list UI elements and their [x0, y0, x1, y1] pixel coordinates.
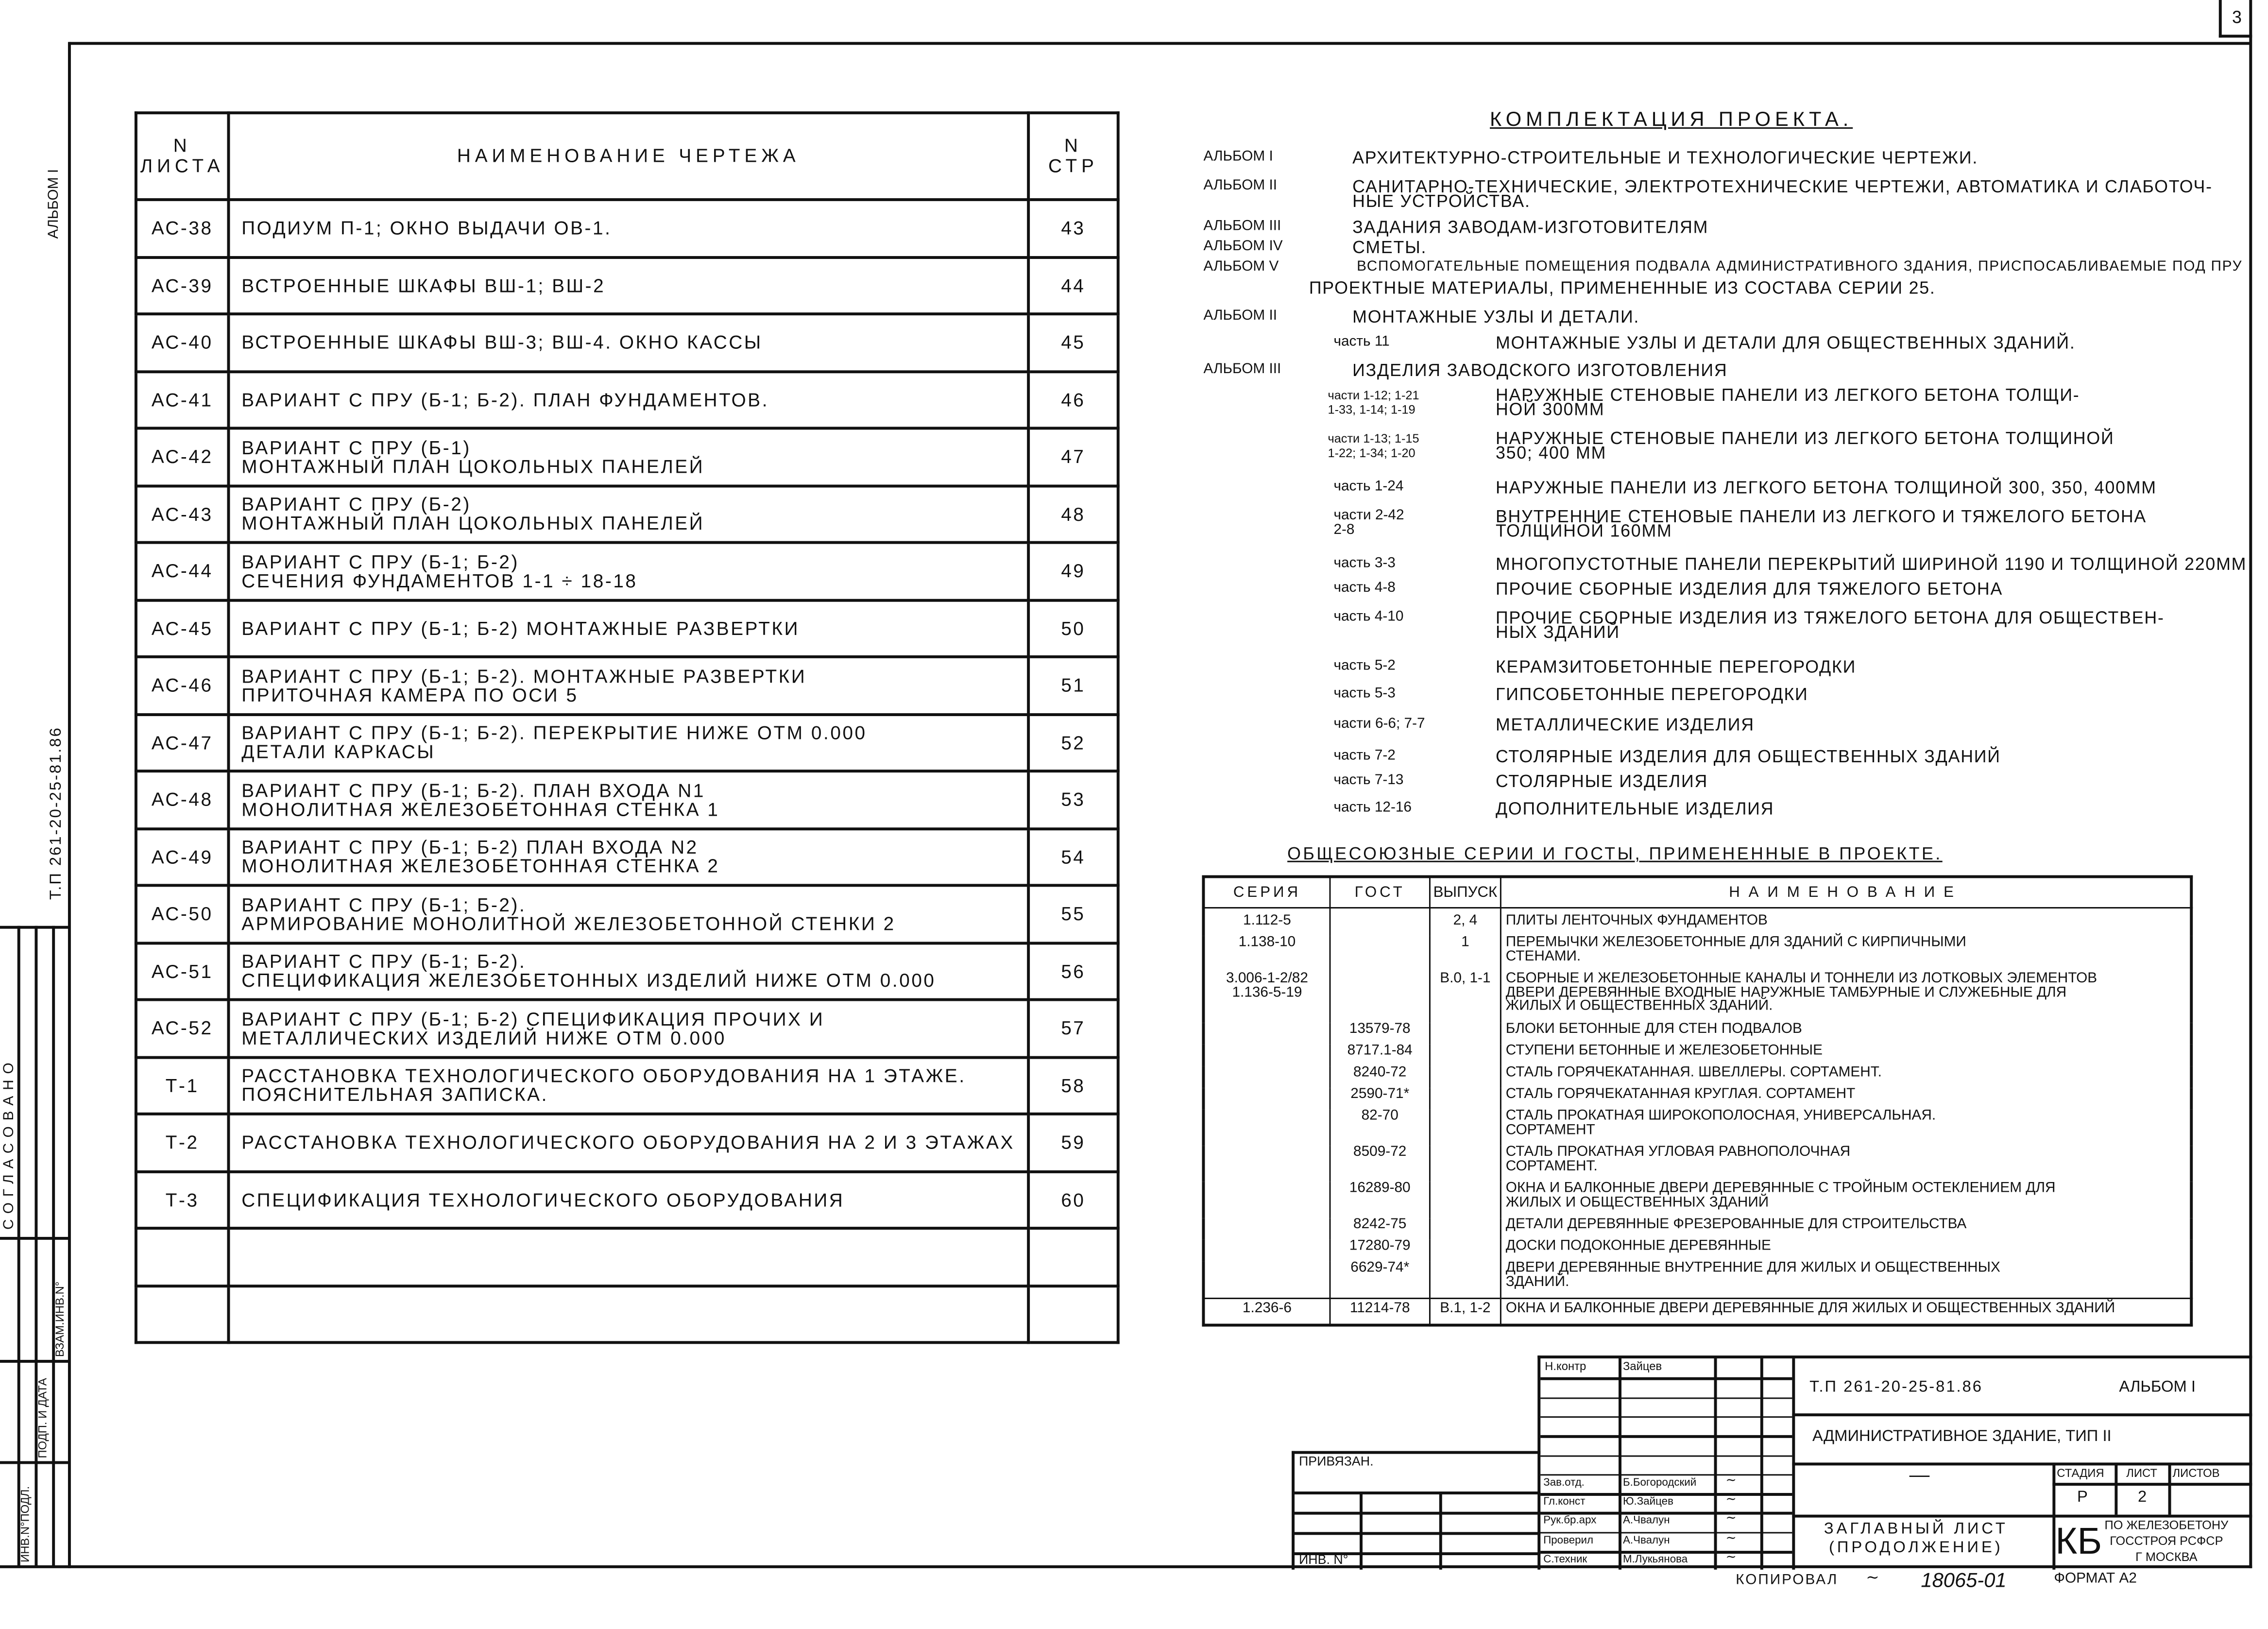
header-issue: ВЫПУСК — [1430, 876, 1501, 908]
signature: ~ — [1725, 1551, 1737, 1565]
table-row — [136, 943, 1118, 1000]
series-gost-cell: 6629-74* — [1330, 1262, 1430, 1299]
series-name-cell: БЛОКИ БЕТОННЫЕ ДЛЯ СТЕН ПОДВАЛОВ — [1501, 1023, 2191, 1045]
n-kontr-role: Н.контр — [1545, 1360, 1586, 1373]
table-row — [136, 257, 1118, 314]
project-set-title: КОМПЛЕКТАЦИЯ ПРОЕКТА. — [1490, 107, 1853, 130]
signatory-name: М.Лукьянова — [1622, 1552, 1688, 1565]
table-row — [1203, 1262, 2191, 1299]
table-row — [1203, 1066, 2191, 1088]
project-set-text: СТОЛЯРНЫЕ ИЗДЕЛИЯ ДЛЯ ОБЩЕСТВЕННЫХ ЗДАНИЙ — [1495, 746, 2001, 767]
project-set-text: ДОПОЛНИТЕЛЬНЫЕ ИЗДЕЛИЯ — [1495, 798, 1774, 819]
series-issue-cell — [1430, 1182, 1501, 1218]
signatory-name: А.Чвалун — [1622, 1513, 1670, 1527]
sheet-number-cell: АС-38 — [136, 200, 229, 257]
table-row — [136, 543, 1118, 600]
series-gost-cell — [1330, 936, 1430, 972]
table-row — [136, 885, 1118, 943]
sheet-number-cell: АС-40 — [136, 314, 229, 371]
sheet-number-cell: АС-39 — [136, 257, 229, 314]
drawing-name-cell — [228, 1286, 1028, 1343]
grid-line — [1540, 1416, 1792, 1418]
sheet-number-cell: АС-51 — [136, 943, 229, 1000]
series-name-cell: ПЕРЕМЫЧКИ ЖЕЛЕЗОБЕТОННЫЕ ДЛЯ ЗДАНИЙ С КИРПИЧНЫМИ СТЕНАМИ. — [1501, 936, 2191, 972]
sheet-number-cell: АС-46 — [136, 657, 229, 714]
binding-block — [1292, 1451, 1540, 1570]
table-row — [1203, 936, 2191, 972]
table-row — [136, 657, 1118, 714]
table-row — [136, 1228, 1118, 1286]
header-drawing-name: НАИМЕНОВАНИЕ ЧЕРТЕЖА — [228, 113, 1028, 200]
sheet-number-cell: АС-52 — [136, 1000, 229, 1057]
series-issue-cell: 1 — [1430, 936, 1501, 972]
project-set-text: МОНТАЖНЫЕ УЗЛЫ И ДЕТАЛИ ДЛЯ ОБЩЕСТВЕННЫХ ЗДАНИЙ. — [1495, 332, 2076, 353]
page-number-cell: 52 — [1028, 714, 1118, 771]
project-set-text: САНИТАРНО-ТЕХНИЧЕСКИЕ, ЭЛЕКТРОТЕХНИЧЕСКИЕ ЧЕРТЕЖИ, АВТОМАТИКА И СЛАБОТОЧ- НЫЕ УСТРОЙСТВА. — [1352, 176, 2213, 211]
page-number-cell: 51 — [1028, 657, 1118, 714]
project-set-label: АЛЬБОМ V — [1203, 259, 1279, 275]
drawing-name-cell: РАССТАНОВКА ТЕХНОЛОГИЧЕСКОГО ОБОРУДОВАНИЯ НА 2 И 3 ЭТАЖАХ — [228, 1114, 1028, 1171]
table-row — [136, 600, 1118, 657]
sheet-number-cell: АС-42 — [136, 428, 229, 485]
series-gost-cell: 82-70 — [1330, 1110, 1430, 1146]
project-set-text: СТОЛЯРНЫЕ ИЗДЕЛИЯ — [1495, 771, 1708, 791]
series-name-cell: СТУПЕНИ БЕТОННЫЕ И ЖЕЛЕЗОБЕТОННЫЕ — [1501, 1045, 2191, 1066]
project-set-label: часть 7-13 — [1333, 772, 1404, 789]
drawing-name-cell — [228, 1228, 1028, 1286]
project-set-label: АЛЬБОМ II — [1203, 178, 1278, 194]
series-issue-cell: 2, 4 — [1430, 908, 1501, 936]
drawing-name-cell: ВАРИАНТ С ПРУ (Б-1) МОНТАЖНЫЙ ПЛАН ЦОКОЛЬНЫХ ПАНЕЛЕЙ — [228, 428, 1028, 485]
table-row — [136, 714, 1118, 771]
drawing-name-cell: ВСТРОЕННЫЕ ШКАФЫ ВШ-1; ВШ-2 — [228, 257, 1028, 314]
sheet-number-cell: АС-50 — [136, 885, 229, 943]
series-name-cell: ПЛИТЫ ЛЕНТОЧНЫХ ФУНДАМЕНТОВ — [1501, 908, 2191, 936]
header-gost: ГОСТ — [1330, 876, 1430, 908]
series-gost-cell: 8240-72 — [1330, 1066, 1430, 1088]
sheet-number: 3 — [2232, 7, 2242, 28]
page-number-cell — [1028, 1228, 1118, 1286]
margin-album: АЛЬБОМ I — [46, 169, 63, 239]
series-issue-cell — [1430, 1218, 1501, 1240]
page-number-cell: 43 — [1028, 200, 1118, 257]
table-row — [136, 1000, 1118, 1057]
table-row — [136, 1286, 1118, 1343]
inventory-label: ИНВ. N° — [1298, 1552, 1348, 1567]
page-number-cell: 44 — [1028, 257, 1118, 314]
title-doc-code: Т.П 261-20-25-81.86 — [1809, 1378, 1983, 1396]
grid-line — [1540, 1378, 1792, 1380]
table-row — [1203, 908, 2191, 936]
sheet-number-cell: АС-41 — [136, 371, 229, 429]
project-set-label: часть 12-16 — [1333, 800, 1412, 816]
drawing-name-cell: ВАРИАНТ С ПРУ (Б-2) МОНТАЖНЫЙ ПЛАН ЦОКОЛЬНЫХ ПАНЕЛЕЙ — [228, 485, 1028, 543]
signature: ~ — [1725, 1531, 1737, 1546]
copier-signature: ~ — [1866, 1568, 1879, 1587]
stage-label: СТАДИЯ — [2057, 1467, 2104, 1480]
drawing-name-cell: ВАРИАНТ С ПРУ (Б-1; Б-2). МОНТАЖНЫЕ РАЗВЕРТКИ ПРИТОЧНАЯ КАМЕРА ПО ОСИ 5 — [228, 657, 1028, 714]
project-set-text: АРХИТЕКТУРНО-СТРОИТЕЛЬНЫЕ И ТЕХНОЛОГИЧЕСКИЕ ЧЕРТЕЖИ. — [1352, 147, 1978, 168]
project-set-label: части 2-42 2-8 — [1333, 508, 1404, 538]
table-row — [136, 771, 1118, 828]
sheet-number-cell: АС-49 — [136, 828, 229, 886]
project-set-label: часть 11 — [1333, 334, 1390, 350]
drawings-table — [135, 111, 1120, 1344]
project-set-text: МНОГОПУСТОТНЫЕ ПАНЕЛИ ПЕРЕКРЫТИЙ ШИРИНОЙ 1190 И ТОЛЩИНОЙ 220ММ — [1495, 554, 2247, 575]
table-row — [1203, 1088, 2191, 1110]
drawing-name-cell: СПЕЦИФИКАЦИЯ ТЕХНОЛОГИЧЕСКОГО ОБОРУДОВАНИЯ — [228, 1171, 1028, 1228]
drawing-name-cell: ВАРИАНТ С ПРУ (Б-1; Б-2) ПЛАН ВХОДА N2 МОНОЛИТНАЯ ЖЕЛЕЗОБЕТОННАЯ СТЕНКА 2 — [228, 828, 1028, 886]
page-number-cell: 50 — [1028, 600, 1118, 657]
series-name-cell: ДВЕРИ ДЕРЕВЯННЫЕ ВНУТРЕННИЕ ДЛЯ ЖИЛЫХ И ОБЩЕСТВЕННЫХ ЗДАНИЙ. — [1501, 1262, 2191, 1299]
page-number-cell: 55 — [1028, 885, 1118, 943]
project-set-label: АЛЬБОМ IV — [1203, 239, 1283, 255]
series-series-cell: 3.006-1-2/82 1.136-5-19 — [1203, 972, 1330, 1023]
sheet-format: ФОРМАТ А2 — [2054, 1571, 2137, 1587]
series-name-cell: СТАЛЬ ПРОКАТНАЯ ШИРОКОПОЛОСНАЯ, УНИВЕРСАЛЬНАЯ. СОРТАМЕНТ — [1501, 1110, 2191, 1146]
project-set-text: ПРОЕКТНЫЕ МАТЕРИАЛЫ, ПРИМЕНЕННЫЕ ИЗ СОСТАВА СЕРИИ 25. — [1309, 277, 1936, 298]
drawing-name-cell: ВАРИАНТ С ПРУ (Б-1; Б-2). ПЕРЕКРЫТИЕ НИЖЕ ОТМ 0.000 ДЕТАЛИ КАРКАСЫ — [228, 714, 1028, 771]
series-gost-cell — [1330, 908, 1430, 936]
series-name-cell: ОКНА И БАЛКОННЫЕ ДВЕРИ ДЕРЕВЯННЫЕ ДЛЯ ЖИЛЫХ И ОБЩЕСТВЕННЫХ ЗДАНИЙ — [1501, 1298, 2191, 1325]
table-row — [1203, 1045, 2191, 1066]
n-kontr-name: Зайцев — [1622, 1360, 1662, 1373]
sheet-number-cell: Т-2 — [136, 1114, 229, 1171]
stamp-signature-date: ПОДП. И ДАТА — [36, 1378, 50, 1458]
series-series-cell — [1203, 1110, 1330, 1146]
signatory-name: Ю.Зайцев — [1622, 1494, 1673, 1508]
page-number-cell: 48 — [1028, 485, 1118, 543]
project-set-label: часть 7-2 — [1333, 748, 1396, 764]
drawings-table-header — [136, 113, 1118, 200]
drawing-name-cell: ВАРИАНТ С ПРУ (Б-1; Б-2). ПЛАН ФУНДАМЕНТОВ. — [228, 371, 1028, 429]
signatory-role: Рук.бр.арх — [1543, 1513, 1597, 1527]
project-set-text: НАРУЖНЫЕ СТЕНОВЫЕ ПАНЕЛИ ИЗ ЛЕГКОГО БЕТОНА ТОЛЩИНОЙ 350; 400 ММ — [1495, 428, 2115, 463]
series-series-cell: 1.112-5 — [1203, 908, 1330, 936]
series-series-cell — [1203, 1088, 1330, 1110]
series-series-cell — [1203, 1262, 1330, 1299]
drawing-name-cell: ВАРИАНТ С ПРУ (Б-1; Б-2). АРМИРОВАНИЕ МОНОЛИТНОЙ ЖЕЛЕЗОБЕТОННОЙ СТЕНКИ 2 — [228, 885, 1028, 943]
project-set-label: АЛЬБОМ III — [1203, 361, 1281, 378]
sheet-number-cell: АС-44 — [136, 543, 229, 600]
table-row — [1203, 1218, 2191, 1240]
signatory-role: Зав.отд. — [1543, 1475, 1585, 1489]
table-row — [1203, 1146, 2191, 1182]
signatory-role: Проверил — [1543, 1533, 1594, 1546]
grid-line — [1619, 1358, 1620, 1570]
series-gost-cell: 11214-78 — [1330, 1298, 1430, 1325]
stage-value: Р — [2077, 1489, 2088, 1506]
org-mark: КБ — [2055, 1519, 2102, 1562]
series-gost-cell: 13579-78 — [1330, 1023, 1430, 1045]
header-page-no: N СТР — [1028, 113, 1118, 200]
project-set-text: ПРОЧИЕ СБОРНЫЕ ИЗДЕЛИЯ ДЛЯ ТЯЖЕЛОГО БЕТОНА — [1495, 579, 2003, 599]
order-number: 18065-01 — [1921, 1568, 2007, 1592]
project-set-label: АЛЬБОМ I — [1203, 149, 1273, 165]
page-number-cell: 46 — [1028, 371, 1118, 429]
table-row — [1203, 1298, 2191, 1325]
series-gost-cell: 8509-72 — [1330, 1146, 1430, 1182]
project-set-label: часть 4-10 — [1333, 609, 1404, 625]
page-number-cell: 54 — [1028, 828, 1118, 886]
series-name-cell: СТАЛЬ ПРОКАТНАЯ УГЛОВАЯ РАВНОПОЛОЧНАЯ СОРТАМЕНТ. — [1501, 1146, 2191, 1182]
sheet-number-cell: АС-43 — [136, 485, 229, 543]
project-set-text: ПРОЧИЕ СБОРНЫЕ ИЗДЕЛИЯ ИЗ ТЯЖЕЛОГО БЕТОНА ДЛЯ ОБЩЕСТВЕН- НЫХ ЗДАНИЙ — [1495, 607, 2165, 643]
sheet-number-cell: Т-1 — [136, 1057, 229, 1114]
sheet-number-cell: АС-47 — [136, 714, 229, 771]
project-set-label: часть 5-3 — [1333, 686, 1396, 702]
signature: ~ — [1725, 1474, 1737, 1489]
page-number-cell: 57 — [1028, 1000, 1118, 1057]
signatory-name: Б.Богородский — [1622, 1475, 1697, 1489]
page-number-cell: 47 — [1028, 428, 1118, 485]
title-dash: — — [1909, 1462, 1930, 1486]
drawing-name-cell: ВСТРОЕННЫЕ ШКАФЫ ВШ-3; ВШ-4. ОКНО КАССЫ — [228, 314, 1028, 371]
series-issue-cell — [1430, 1262, 1501, 1299]
table-row — [136, 1057, 1118, 1114]
series-issue-cell — [1430, 1045, 1501, 1066]
series-issue-cell — [1430, 1110, 1501, 1146]
table-row — [136, 371, 1118, 429]
project-set-label: АЛЬБОМ II — [1203, 308, 1278, 325]
series-series-cell — [1203, 1066, 1330, 1088]
series-series-cell: 1.138-10 — [1203, 936, 1330, 972]
title-album: АЛЬБОМ I — [2119, 1378, 2196, 1396]
series-name-cell: ОКНА И БАЛКОННЫЕ ДВЕРИ ДЕРЕВЯННЫЕ С ТРОЙНЫМ ОСТЕКЛЕНИЕМ ДЛЯ ЖИЛЫХ И ОБЩЕСТВЕННЫХ ЗДАНИЙ — [1501, 1182, 2191, 1218]
series-series-cell — [1203, 1218, 1330, 1240]
sheet-value: 2 — [2138, 1489, 2147, 1506]
project-set-text: ГИПСОБЕТОННЫЕ ПЕРЕГОРОДКИ — [1495, 684, 1808, 705]
table-row — [1203, 972, 2191, 1023]
frame-right — [2249, 0, 2252, 1568]
project-set-label: часть 5-2 — [1333, 658, 1396, 674]
signature: ~ — [1725, 1493, 1737, 1508]
header-sheet-no: N ЛИСТА — [136, 113, 229, 200]
series-name-cell: СТАЛЬ ГОРЯЧЕКАТАННАЯ. ШВЕЛЛЕРЫ. СОРТАМЕНТ. — [1501, 1066, 2191, 1088]
header-series: СЕРИЯ — [1203, 876, 1330, 908]
page-number-cell: 53 — [1028, 771, 1118, 828]
project-set-text: КЕРАМЗИТОБЕТОННЫЕ ПЕРЕГОРОДКИ — [1495, 656, 1857, 677]
table-row — [136, 314, 1118, 371]
sheet-title: ЗАГЛАВНЫЙ ЛИСТ (ПРОДОЛЖЕНИЕ) — [1824, 1520, 2008, 1557]
series-name-cell: СБОРНЫЕ И ЖЕЛЕЗОБЕТОННЫЕ КАНАЛЫ И ТОННЕЛИ ИЗ ЛОТКОВЫХ ЭЛЕМЕНТОВ ДВЕРИ ДЕРЕВЯННЫЕ ВХОДНЫЕ НАРУЖНЫЕ ТАМБУРНЫЕ И СЛУЖЕБНЫЕ ДЛЯ ЖИЛЫХ И ОБЩЕСТВЕННЫХ ЗДАНИЙ. — [1501, 972, 2191, 1023]
sheet-number-cell: АС-45 — [136, 600, 229, 657]
table-row — [136, 1171, 1118, 1228]
project-set-text: МОНТАЖНЫЕ УЗЛЫ И ДЕТАЛИ. — [1352, 307, 1640, 327]
project-set-label: часть 3-3 — [1333, 555, 1396, 572]
grid-line — [1540, 1455, 1792, 1457]
series-issue-cell — [1430, 1023, 1501, 1045]
series-gost-cell — [1330, 972, 1430, 1023]
table-row — [1203, 1110, 2191, 1146]
project-set-label: часть 4-8 — [1333, 580, 1396, 596]
series-issue-cell: В.1, 1-2 — [1430, 1298, 1501, 1325]
series-gost-cell: 8242-75 — [1330, 1218, 1430, 1240]
series-issue-cell — [1430, 1146, 1501, 1182]
project-set-text: ВНУТРЕННИЕ СТЕНОВЫЕ ПАНЕЛИ ИЗ ЛЕГКОГО И ТЯЖЕЛОГО БЕТОНА ТОЛЩИНОЙ 160ММ — [1495, 506, 2147, 541]
sheet-number-cell — [136, 1286, 229, 1343]
stamp-inv-no: ИНВ.N°ПОДЛ. — [18, 1486, 32, 1562]
project-set-label: части 6-6; 7-7 — [1333, 716, 1425, 732]
series-name-cell: СТАЛЬ ГОРЯЧЕКАТАННАЯ КРУГЛАЯ. СОРТАМЕНТ — [1501, 1088, 2191, 1110]
signature: ~ — [1725, 1512, 1737, 1527]
series-table-title: ОБЩЕСОЮЗНЫЕ СЕРИИ И ГОСТЫ, ПРИМЕНЕННЫЕ В ПРОЕКТЕ. — [1287, 843, 1943, 864]
page-number-cell: 60 — [1028, 1171, 1118, 1228]
series-issue-cell — [1430, 1240, 1501, 1262]
page-number-cell: 45 — [1028, 314, 1118, 371]
series-name-cell: ДОСКИ ПОДОКОННЫЕ ДЕРЕВЯННЫЕ — [1501, 1240, 2191, 1262]
table-row — [136, 828, 1118, 886]
series-table-header — [1203, 876, 2191, 908]
series-gost-cell: 17280-79 — [1330, 1240, 1430, 1262]
title-block — [1537, 1355, 2252, 1570]
project-set-label: части 1-12; 1-21 1-33, 1-14; 1-19 — [1328, 388, 1419, 417]
stamp-agreed: СОГЛАСОВАНО — [1, 1057, 17, 1230]
series-issue-cell — [1430, 1088, 1501, 1110]
sheet-number-cell — [136, 1228, 229, 1286]
binding-label: ПРИВЯЗАН. — [1298, 1454, 1374, 1469]
table-row — [136, 200, 1118, 257]
margin-doc-code: Т.П 261-20-25-81.86 — [48, 726, 65, 900]
signatory-role: С.техник — [1543, 1552, 1587, 1565]
page-number-cell: 49 — [1028, 543, 1118, 600]
grid-line — [1540, 1397, 1792, 1399]
drawing-name-cell: ВАРИАНТ С ПРУ (Б-1; Б-2) СЕЧЕНИЯ ФУНДАМЕНТОВ 1-1 ÷ 18-18 — [228, 543, 1028, 600]
signatory-name: А.Чвалун — [1622, 1533, 1670, 1546]
table-row — [136, 428, 1118, 485]
series-gost-cell: 8717.1-84 — [1330, 1045, 1430, 1066]
frame-top — [69, 42, 2251, 45]
series-series-cell — [1203, 1023, 1330, 1045]
grid-line — [1540, 1435, 1792, 1437]
project-set-text: ИЗДЕЛИЯ ЗАВОДСКОГО ИЗГОТОВЛЕНИЯ — [1352, 360, 1728, 381]
project-set-text: ВСПОМОГАТЕЛЬНЫЕ ПОМЕЩЕНИЯ ПОДВАЛА АДМИНИСТРАТИВНОГО ЗДАНИЯ, ПРИСПОСАБЛИВАЕМЫЕ ПОД ПРУ — [1357, 259, 2243, 275]
series-series-cell — [1203, 1146, 1330, 1182]
sheet-label: ЛИСТ — [2126, 1467, 2157, 1480]
sheet-number-cell: АС-48 — [136, 771, 229, 828]
page-number-cell: 59 — [1028, 1114, 1118, 1171]
copied-label: КОПИРОВАЛ — [1736, 1572, 1839, 1589]
table-row — [136, 1114, 1118, 1171]
stamp-replaced-inv: ВЗАМ.ИНВ.N° — [53, 1281, 67, 1357]
sheet-number-box — [2219, 0, 2252, 37]
grid-line — [1760, 1358, 1762, 1570]
series-gost-cell: 2590-71* — [1330, 1088, 1430, 1110]
sheet-number-cell: Т-3 — [136, 1171, 229, 1228]
drawing-name-cell: ВАРИАНТ С ПРУ (Б-1; Б-2). ПЛАН ВХОДА N1 МОНОЛИТНАЯ ЖЕЛЕЗОБЕТОННАЯ СТЕНКА 1 — [228, 771, 1028, 828]
project-set-label: части 1-13; 1-15 1-22; 1-34; 1-20 — [1328, 431, 1419, 460]
title-building: АДМИНИСТРАТИВНОЕ ЗДАНИЕ, ТИП II — [1812, 1427, 2112, 1445]
table-row — [1203, 1182, 2191, 1218]
project-set-label: АЛЬБОМ III — [1203, 218, 1281, 235]
drawing-name-cell: РАССТАНОВКА ТЕХНОЛОГИЧЕСКОГО ОБОРУДОВАНИЯ НА 1 ЭТАЖЕ. ПОЯСНИТЕЛЬНАЯ ЗАПИСКА. — [228, 1057, 1028, 1114]
drawing-name-cell: ВАРИАНТ С ПРУ (Б-1; Б-2). СПЕЦИФИКАЦИЯ ЖЕЛЕЗОБЕТОННЫХ ИЗДЕЛИЙ НИЖЕ ОТМ 0.000 — [228, 943, 1028, 1000]
table-row — [136, 485, 1118, 543]
project-set-text: ЗАДАНИЯ ЗАВОДАМ-ИЗГОТОВИТЕЛЯМ — [1352, 217, 1709, 238]
drawing-name-cell: ПОДИУМ П-1; ОКНО ВЫДАЧИ ОВ-1. — [228, 200, 1028, 257]
series-table — [1202, 875, 2193, 1327]
project-set-label: часть 1-24 — [1333, 479, 1404, 495]
grid-line — [1714, 1358, 1716, 1570]
series-gost-cell: 16289-80 — [1330, 1182, 1430, 1218]
project-set-text: НАРУЖНЫЕ ПАНЕЛИ ИЗ ЛЕГКОГО БЕТОНА ТОЛЩИНОЙ 300, 350, 400ММ — [1495, 477, 2157, 498]
table-row — [1203, 1023, 2191, 1045]
project-set-text: СМЕТЫ. — [1352, 237, 1427, 258]
page-number-cell: 58 — [1028, 1057, 1118, 1114]
series-issue-cell: В.0, 1-1 — [1430, 972, 1501, 1023]
series-issue-cell — [1430, 1066, 1501, 1088]
table-row — [1203, 1240, 2191, 1262]
signatory-role: Гл.конст — [1543, 1494, 1586, 1508]
page-number-cell: 56 — [1028, 943, 1118, 1000]
page-number-cell — [1028, 1286, 1118, 1343]
series-series-cell — [1203, 1182, 1330, 1218]
approval-stamp — [0, 926, 69, 1567]
series-series-cell — [1203, 1240, 1330, 1262]
series-name-cell: ДЕТАЛИ ДЕРЕВЯННЫЕ ФРЕЗЕРОВАННЫЕ ДЛЯ СТРОИТЕЛЬСТВА — [1501, 1218, 2191, 1240]
project-set-text: МЕТАЛЛИЧЕСКИЕ ИЗДЕЛИЯ — [1495, 714, 1755, 735]
series-series-cell: 1.236-6 — [1203, 1298, 1330, 1325]
drawing-name-cell: ВАРИАНТ С ПРУ (Б-1; Б-2) СПЕЦИФИКАЦИЯ ПРОЧИХ И МЕТАЛЛИЧЕСКИХ ИЗДЕЛИЙ НИЖЕ ОТМ 0.000 — [228, 1000, 1028, 1057]
header-name: НАИМЕНОВАНИЕ — [1501, 876, 2191, 908]
project-set-text: НАРУЖНЫЕ СТЕНОВЫЕ ПАНЕЛИ ИЗ ЛЕГКОГО БЕТОНА ТОЛЩИ- НОЙ 300ММ — [1495, 385, 2080, 420]
sheets-label: ЛИСТОВ — [2172, 1467, 2220, 1480]
org-name: ПО ЖЕЛЕЗОБЕТОНУ ГОССТРОЯ РСФСР Г МОСКВА — [2104, 1517, 2229, 1564]
drawing-name-cell: ВАРИАНТ С ПРУ (Б-1; Б-2) МОНТАЖНЫЕ РАЗВЕРТКИ — [228, 600, 1028, 657]
series-series-cell — [1203, 1045, 1330, 1066]
